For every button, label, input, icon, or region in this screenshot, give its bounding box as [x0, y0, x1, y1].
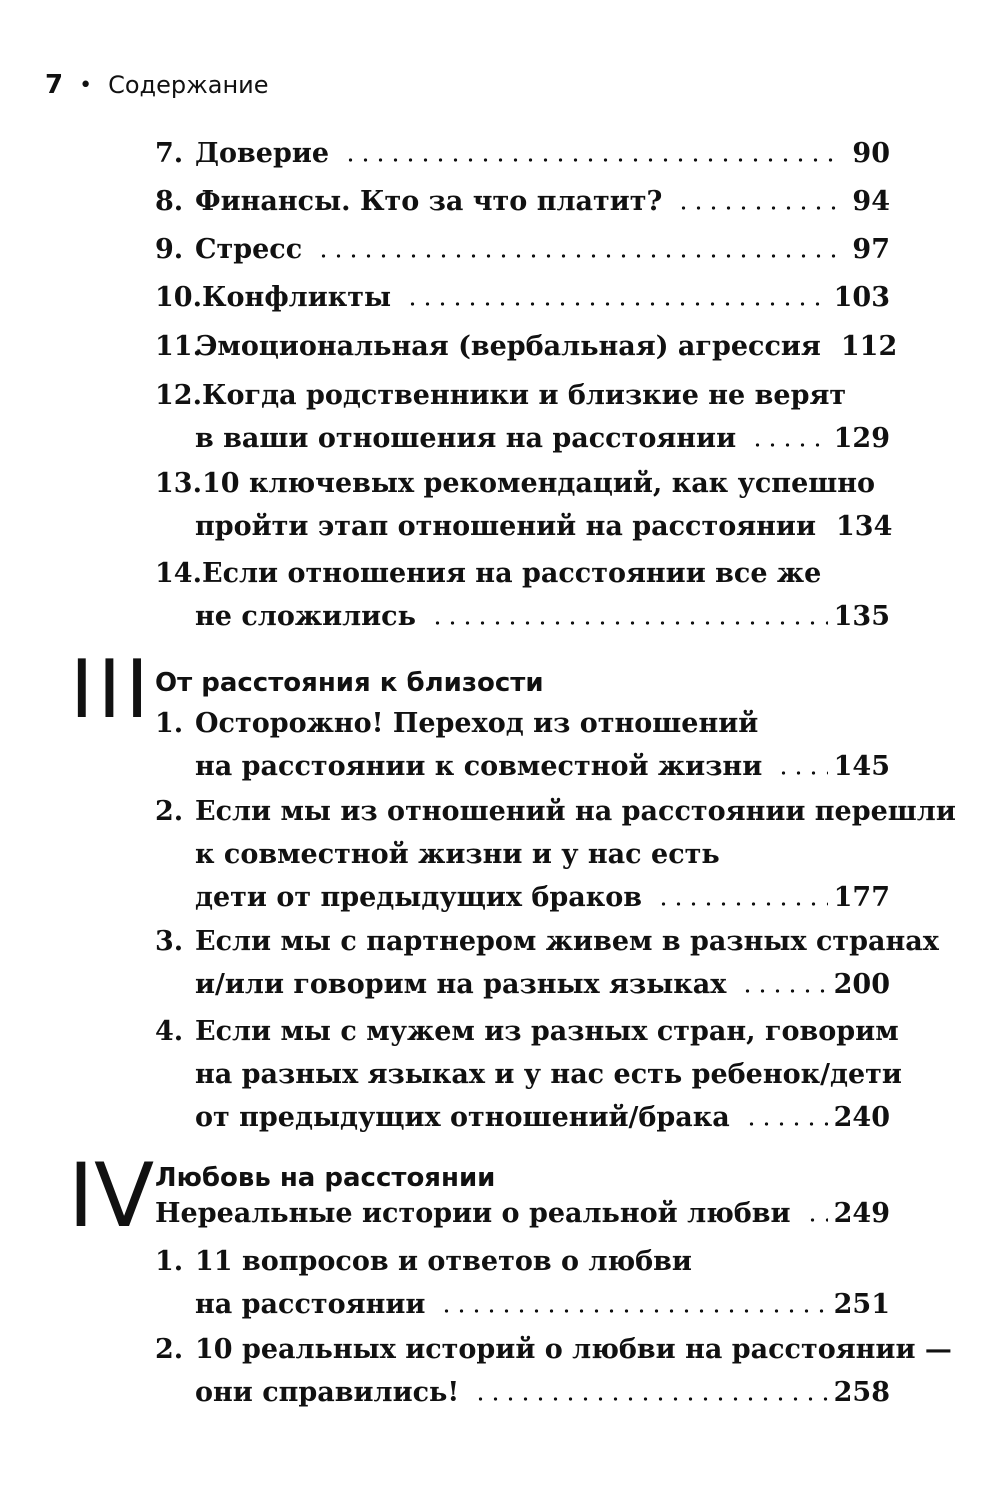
entry-number: 4.	[155, 1016, 184, 1047]
dot-leader	[430, 620, 828, 626]
toc-entry[interactable]	[155, 228, 890, 271]
entry-number: 3.	[155, 926, 184, 957]
entry-title: Стресс	[195, 234, 303, 265]
dot-leader	[439, 1308, 827, 1314]
toc-entry[interactable]	[155, 1010, 902, 1139]
toc-entry[interactable]	[155, 790, 956, 919]
running-header	[45, 70, 269, 100]
entry-title-continued: и/или говорим на разных языках	[195, 969, 727, 1000]
header-title: Содержание	[108, 71, 269, 99]
toc-entry[interactable]	[155, 920, 939, 1006]
part-title: От расстояния к близости	[155, 668, 544, 698]
entry-title-continued: от предыдущих отношений/брака	[195, 1102, 730, 1133]
entry-title-continued: на расстоянии	[195, 1289, 426, 1320]
page-number: 7	[45, 70, 64, 100]
entry-number: 10.	[155, 282, 202, 313]
bullet-separator: •	[79, 72, 93, 98]
entry-title: Когда родственники и близкие не верят	[201, 380, 847, 411]
entry-title-continued: они справились!	[195, 1377, 460, 1408]
toc-entry[interactable]	[155, 552, 890, 638]
dot-leader	[676, 205, 842, 211]
entry-page: 134	[836, 511, 893, 542]
entry-page: 258	[833, 1377, 890, 1408]
toc-entry[interactable]	[155, 374, 890, 460]
dot-leader	[405, 301, 828, 307]
dot-leader	[750, 442, 828, 448]
entry-title-continued: на расстоянии к совместной жизни	[195, 751, 763, 782]
entry-title: Если мы с партнером живем в разных странах	[195, 926, 939, 957]
dot-leader	[316, 253, 842, 259]
entry-number: 2.	[155, 1334, 184, 1365]
toc-entry[interactable]	[155, 276, 890, 319]
entry-page: 112	[840, 331, 898, 362]
entry-page: 177	[833, 882, 890, 913]
entry-page: 90	[852, 138, 890, 169]
entry-page: 94	[852, 186, 890, 217]
entry-number: 1.	[155, 1246, 184, 1277]
entry-title: Если мы из отношений на расстоянии перешли	[195, 796, 956, 827]
entry-title: Если мы с мужем из разных стран, говорим	[195, 1016, 899, 1047]
entry-page: 103	[833, 282, 890, 313]
entry-number: 1.	[155, 708, 184, 739]
entry-page: 145	[833, 751, 890, 782]
entry-title-continued: дети от предыдущих браков	[195, 882, 643, 913]
entry-page: 240	[833, 1102, 890, 1133]
dot-leader	[656, 901, 828, 907]
entry-title: Осторожно! Переход из отношений	[195, 708, 759, 739]
entry-page: 97	[852, 234, 890, 265]
entry-title: Доверие	[195, 138, 330, 169]
toc-entry[interactable]	[155, 180, 890, 223]
entry-title-continued: к совместной жизни и у нас есть	[195, 839, 720, 870]
entry-title: 11 вопросов и ответов о любви	[195, 1246, 692, 1277]
dot-leader	[744, 1121, 828, 1127]
entry-title: Конфликты	[201, 282, 392, 313]
dot-leader	[805, 1217, 828, 1223]
entry-number: 12.	[155, 380, 202, 411]
entry-page: 251	[833, 1289, 890, 1320]
dot-leader	[776, 770, 827, 776]
entry-page: 249	[833, 1198, 890, 1229]
entry-page: 129	[833, 423, 890, 454]
entry-number: 14.	[155, 558, 202, 589]
toc-entry[interactable]	[155, 1328, 952, 1414]
entry-number: 2.	[155, 796, 184, 827]
entry-title-continued: в ваши отношения на расстоянии	[195, 423, 737, 454]
entry-number: 13.	[155, 468, 202, 499]
entry-page: 200	[833, 969, 890, 1000]
toc-entry[interactable]	[155, 462, 893, 548]
entry-title-continued: пройти этап отношений на расстоянии	[195, 511, 816, 542]
dot-leader	[343, 157, 842, 163]
entry-number: 9.	[155, 234, 184, 265]
entry-page: 135	[833, 601, 890, 632]
entry-title-continued: не сложились	[195, 601, 416, 632]
toc-entry[interactable]	[155, 325, 898, 368]
entry-title: 10 реальных историй о любви на расстоянии —	[195, 1334, 952, 1365]
entry-number: 7.	[155, 138, 184, 169]
toc-entry[interactable]	[155, 132, 890, 175]
entry-title: 10 ключевых рекомендаций, как успешно	[201, 468, 876, 499]
dot-leader	[740, 988, 827, 994]
entry-title: Эмоциональная (вербальная) агрессия	[195, 331, 821, 362]
toc-entry[interactable]	[155, 702, 890, 788]
dot-leader	[473, 1396, 827, 1402]
subtitle-title: Нереальные истории о реальной любви	[155, 1198, 791, 1229]
toc-entry[interactable]	[155, 1240, 890, 1326]
part-numeral-iii: III	[70, 643, 153, 736]
entry-title: Если отношения на расстоянии все же	[201, 558, 822, 589]
part-numeral-iv: IV	[68, 1144, 155, 1247]
part-title: Любовь на расстоянии	[155, 1163, 496, 1193]
toc-subtitle-entry[interactable]	[155, 1192, 890, 1235]
entry-title: Финансы. Кто за что платит?	[195, 186, 663, 217]
entry-title-continued: на разных языках и у нас есть ребенок/дети	[195, 1059, 902, 1090]
entry-number: 8.	[155, 186, 184, 217]
entry-number: 11.	[155, 331, 202, 362]
